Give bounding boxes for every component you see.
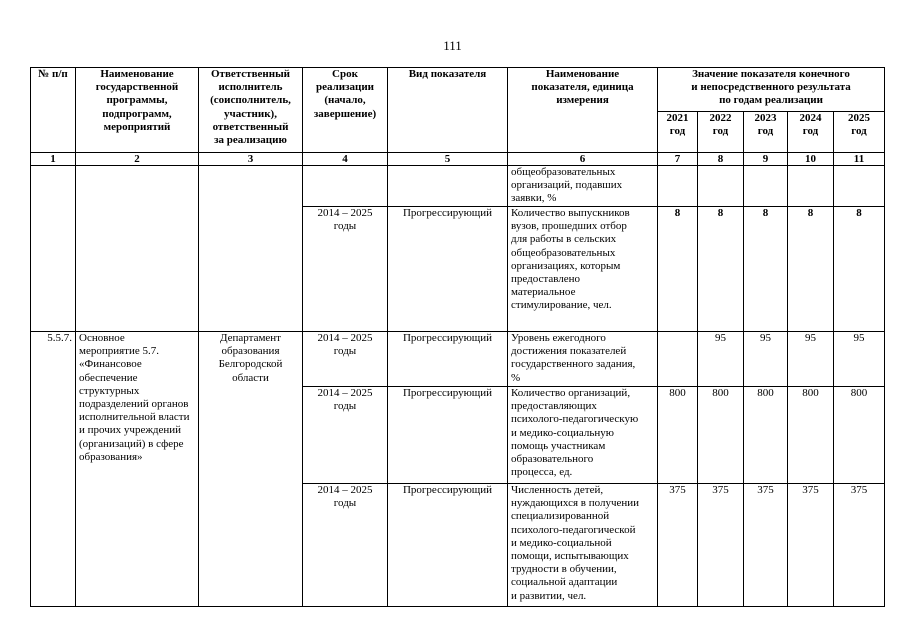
column-number: 4: [303, 153, 388, 166]
cell-value-2025: 95: [834, 332, 885, 387]
header-year-2023: 2023 год: [744, 112, 788, 153]
cell-value-2024: 95: [788, 332, 834, 387]
cell-period: [303, 166, 388, 207]
cell-value-2023: 8: [744, 207, 788, 332]
cell-value-2025: 375: [834, 484, 885, 607]
cell-number: 5.5.7.: [31, 332, 76, 607]
cell-value-2022: 375: [698, 484, 744, 607]
table-row: [31, 332, 885, 387]
cell-value-2022: 95: [698, 332, 744, 387]
header-executor: Ответственный исполнитель (соисполнитель, участник), ответственный за реализацию: [199, 68, 303, 153]
header-period: Срок реализации (начало, завершение): [303, 68, 388, 153]
cell-indicator-type: Прогрессирующий: [388, 484, 508, 607]
header-row: [31, 68, 885, 112]
cell-value-2023: 800: [744, 387, 788, 484]
header-year-2025: 2025 год: [834, 112, 885, 153]
cell-value-2024: 8: [788, 207, 834, 332]
cell-program-name: Основное мероприятие 5.7. «Финансовое обеспечение структурных подразделений органов исполнительной власти и прочих учреждений (организаций) в сфере образования»: [76, 332, 199, 607]
column-number: 11: [834, 153, 885, 166]
cell-program-name: [76, 166, 199, 332]
column-number: 10: [788, 153, 834, 166]
cell-period: 2014 – 2025 годы: [303, 207, 388, 332]
cell-period: 2014 – 2025 годы: [303, 387, 388, 484]
column-number: 7: [658, 153, 698, 166]
page-number: 111: [443, 38, 462, 53]
column-number: 2: [76, 153, 199, 166]
header-values: Значение показателя конечного и непосредственного результата по годам реализации: [658, 68, 885, 112]
cell-value-2022: 800: [698, 387, 744, 484]
cell-value-2023: [744, 166, 788, 207]
cell-value-2024: 800: [788, 387, 834, 484]
cell-value-2024: [788, 166, 834, 207]
cell-number: [31, 166, 76, 332]
cell-value-2022: 8: [698, 207, 744, 332]
cell-value-2021: 8: [658, 207, 698, 332]
cell-value-2025: [834, 166, 885, 207]
cell-indicator-name: общеобразовательных организаций, подавших заявки, %: [508, 166, 658, 207]
header-year-2022: 2022 год: [698, 112, 744, 153]
cell-value-2025: 800: [834, 387, 885, 484]
cell-indicator-type: Прогрессирующий: [388, 332, 508, 387]
cell-value-2023: 375: [744, 484, 788, 607]
header-program-name: Наименование государственной программы, подпрограмм, мероприятий: [76, 68, 199, 153]
cell-value-2021: [658, 166, 698, 207]
cell-indicator-name: Количество организаций, предоставляющих психолого-педагогическую и медико-социальную помощь участникам образовательного процесса, ед.: [508, 387, 658, 484]
cell-indicator-name: Уровень ежегодного достижения показателей государственного задания, %: [508, 332, 658, 387]
cell-period: 2014 – 2025 годы: [303, 484, 388, 607]
cell-value-2025: 8: [834, 207, 885, 332]
header-indicator-name: Наименование показателя, единица измерения: [508, 68, 658, 153]
cell-indicator-name: Численность детей, нуждающихся в получении специализированной психолого-педагогической и медико-социальной помощи, испытывающих трудности в обучении, социальной адаптации и развитии, чел.: [508, 484, 658, 607]
header-year-2021: 2021 год: [658, 112, 698, 153]
column-number: 1: [31, 153, 76, 166]
cell-value-2023: 95: [744, 332, 788, 387]
column-number: 5: [388, 153, 508, 166]
header-year-2024: 2024 год: [788, 112, 834, 153]
cell-indicator-name: Количество выпускников вузов, прошедших отбор для работы в сельских общеобразовательных организациях, которым предоставлено материальное стимулирование, чел.: [508, 207, 658, 332]
cell-executor: Департамент образования Белгородской области: [199, 332, 303, 607]
cell-value-2021: 375: [658, 484, 698, 607]
header-number: № п/п: [31, 68, 76, 153]
column-number: 6: [508, 153, 658, 166]
cell-indicator-type: Прогрессирующий: [388, 387, 508, 484]
cell-value-2021: [658, 332, 698, 387]
cell-value-2021: 800: [658, 387, 698, 484]
table-row: [31, 166, 885, 207]
column-number: 3: [199, 153, 303, 166]
cell-executor: [199, 166, 303, 332]
cell-indicator-type: [388, 166, 508, 207]
header-indicator-type: Вид показателя: [388, 68, 508, 153]
column-number: 9: [744, 153, 788, 166]
cell-indicator-type: Прогрессирующий: [388, 207, 508, 332]
cell-period: 2014 – 2025 годы: [303, 332, 388, 387]
cell-value-2024: 375: [788, 484, 834, 607]
column-number-row: [31, 153, 885, 166]
column-number: 8: [698, 153, 744, 166]
cell-value-2022: [698, 166, 744, 207]
indicators-table: [30, 67, 885, 607]
